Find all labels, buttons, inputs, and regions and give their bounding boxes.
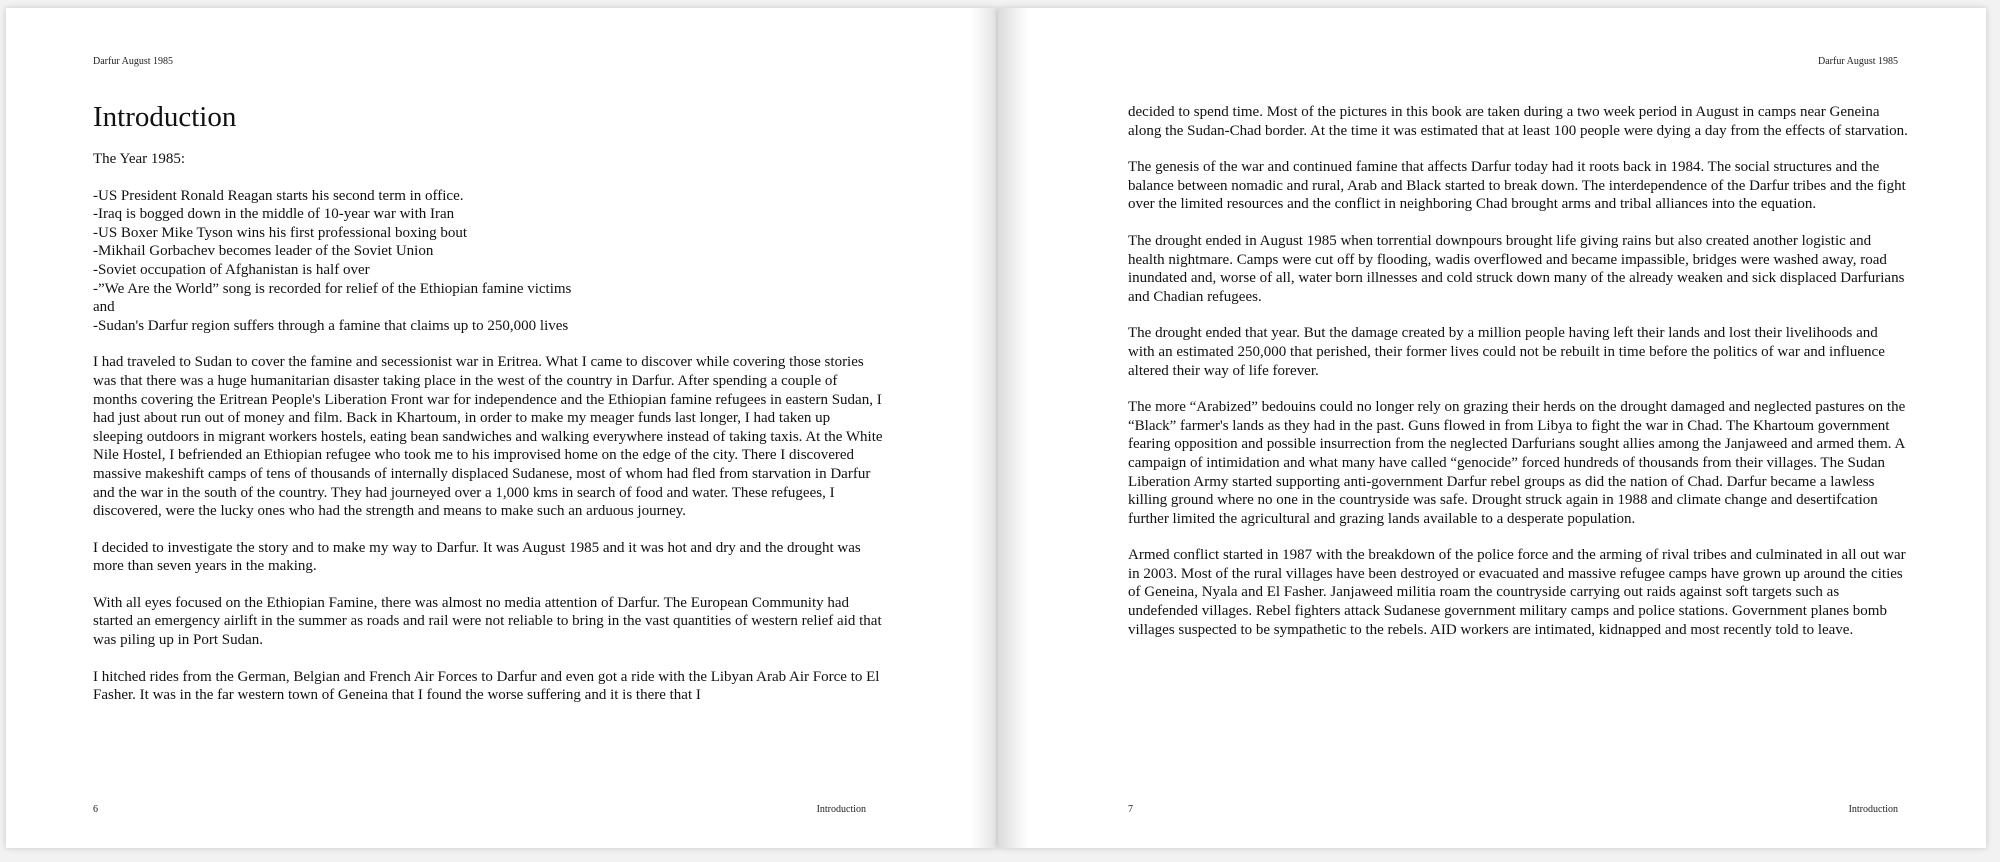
- body-paragraph: The genesis of the war and continued famine that affects Darfur today had it roots back in 1984. The social structures and the balance between nomadic and rural, Arab and Black started to break down. The interdependence of the Darfur tribes and the fight over the limited resources and the conflict in neighboring Chad brought arms and tribal alliances into the equation.: [1128, 159, 1906, 213]
- event-item: -”We Are the World” song is recorded for relief of the Ethiopian famine victims: [93, 280, 572, 297]
- event-item: -Soviet occupation of Afghanistan is half over: [93, 261, 370, 278]
- left-page: [6, 8, 996, 848]
- event-item: -Iraq is bogged down in the middle of 10-year war with Iran: [93, 206, 455, 223]
- events-list: [93, 187, 883, 336]
- body-paragraph: The drought ended in August 1985 when torrential downpours brought life giving rains but also created another logistic and health nightmare. Camps were cut off by flooding, wadis overflowed and became impassible, bridges were washed away, road inundated and, worse of all, water born illnesses and cold struck down many of the already weaken and sick displaced Darfurians and Chadian refugees.: [1128, 232, 1905, 305]
- event-item: -Sudan's Darfur region suffers through a famine that claims up to 250,000 lives: [93, 317, 569, 334]
- left-page-content: [93, 100, 883, 723]
- body-paragraph: I hitched rides from the German, Belgian and French Air Forces to Darfur and even got a ride with the Libyan Arab Air Force to El Fasher. It was in the far western town of Geneina that I found the worse suffering and it is there that I: [93, 668, 880, 704]
- right-page: [998, 8, 1986, 848]
- page-number: 7: [1128, 804, 1133, 815]
- body-paragraph: Armed conflict started in 1987 with the breakdown of the police force and the arming of rival tribes and culminated in all out war in 2003. Most of the rural villages have been destroyed or evacuated and massive refugee camps have grown up around the cities of Geneina, Nyala and El Fasher. Janjaweed militia roam the countryside carrying out raids against soft targets such as undefended villages. Rebel fighters attack Sudanese government military camps and police stations. Government planes bomb villages suspected to be sympathetic to the rebels. AID workers are intimated, kidnapped and most recently told to leave.: [1128, 547, 1906, 638]
- year-label: The Year 1985:: [93, 151, 186, 167]
- body-paragraph: decided to spend time. Most of the pictures in this book are taken during a two week period in August in camps near Geneina along the Sudan-Chad border. At the time it was estimated that at least 100 people were dying a day from the effects of starvation.: [1128, 104, 1908, 139]
- page-number: 6: [93, 804, 98, 815]
- footer-title: Introduction: [1848, 804, 1898, 815]
- right-page-content: [1128, 103, 1908, 657]
- gutter-shadow: [970, 8, 996, 848]
- event-item: -US Boxer Mike Tyson wins his first professional boxing bout: [93, 224, 468, 241]
- chapter-heading: Introduction: [93, 101, 237, 133]
- body-paragraph: The more “Arabized” bedouins could no longer rely on grazing their herds on the drought damaged and neglected pastures on the “Black” farmer's lands as they had in the past. Guns flowed in from Libya to fight the war in Chad. The Khartoum government fearing opposition and possible insurrection from the neglected Darfurians sought allies among the Janjaweed and armed them. A campaign of intimidation and what many have called “genocide” forced hundreds of thousands from their villages. The Sudan Liberation Army started supporting anti-government Darfur rebel groups as did the nation of Chad. Darfur became a lawless killing ground where no one in the countryside was safe. Drought struck again in 1988 and climate change and desertifcation further limited the agricultural and grazing lands available to a desperate population.: [1128, 399, 1906, 527]
- body-paragraph: I had traveled to Sudan to cover the famine and secessionist war in Eritrea. What I came to discover while covering those stories was that there was a huge humanitarian disaster taking place in the west of the country in Darfur. After spending a couple of months covering the Eritrean People's Liberation Front war for independence and the Ethiopian famine refugees in eastern Sudan, I had just about run out of money and film. Back in Khartoum, in order to make my meager funds last longer, I had taken up sleeping outdoors in migrant workers hostels, eating bean sandwiches and walking everywhere instead of taking taxis. At the White Nile Hostel, I befriended an Ethiopian refugee who took me to his improvised home on the edge of the city. There I discovered massive makeshift camps of tens of thousands of internally displaced Sudanese, most of whom had fled from starvation in Darfur and the war in the south of the country. They had journeyed over a 1,000 kms in search of food and water. These refugees, I discovered, were the lucky ones who had the strength and means to make such an arduous journey.: [93, 354, 883, 520]
- body-paragraph: The drought ended that year. But the damage created by a million people having left their lands and lost their livelihoods and with an estimated 250,000 that perished, their former lives could not be rebuilt in time before the politics of war and influence altered their way of life forever.: [1128, 325, 1885, 379]
- body-paragraph: I decided to investigate the story and to make my way to Darfur. It was August 1985 and it was hot and dry and the drought was more than seven years in the making.: [93, 539, 861, 575]
- event-item: -US President Ronald Reagan starts his second term in office.: [93, 187, 464, 204]
- gutter-shadow: [998, 8, 1028, 848]
- body-paragraph: With all eyes focused on the Ethiopian Famine, there was almost no media attention of Darfur. The European Community had started an emergency airlift in the summer as roads and rail were not reliable to bring in the vast quantities of western relief aid that was piling up in Port Sudan.: [93, 594, 882, 649]
- running-head: Darfur August 1985: [1818, 56, 1898, 67]
- footer-title: Introduction: [816, 804, 866, 815]
- running-head: Darfur August 1985: [93, 56, 173, 67]
- event-item: -Mikhail Gorbachev becomes leader of the Soviet Union: [93, 243, 434, 260]
- event-item: and: [93, 299, 115, 316]
